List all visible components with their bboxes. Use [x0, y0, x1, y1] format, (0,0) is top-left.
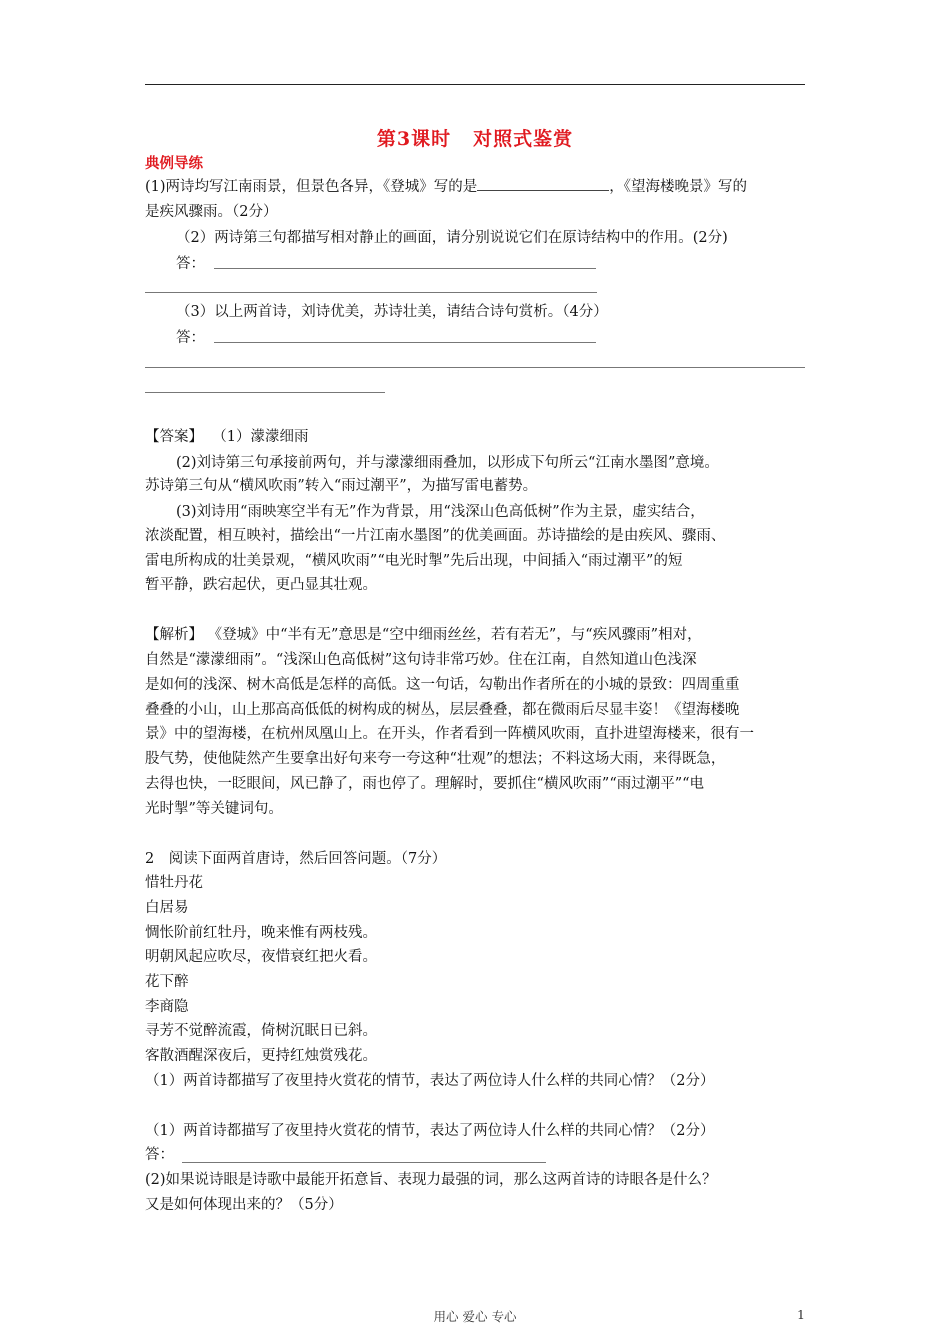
answer-3-line-1: (3)刘诗用“雨映寒空半有无”作为背景，用“浅深山色高低树”作为主景，虚实结合，	[176, 504, 705, 520]
answer-label: 【答案】	[145, 429, 203, 445]
answer-3-line-3: 雷电所构成的壮美景观，“横风吹雨”“电光时掣”先后出现，中间插入“雨过潮平”的短	[145, 553, 683, 569]
analysis-label: 【解析】	[145, 627, 203, 643]
analysis-line-7: 去得也快，一眨眼间，风已静了，雨也停了。理解时，要抓住“横风吹雨”“雨过潮平”“电	[145, 776, 705, 792]
analysis-line-1: 【解析】 《登城》中“半有无”意思是“空中细雨丝丝，若有若无”，与“疾风骤雨”相对，	[145, 627, 702, 643]
sub-question-1-a: （1）两首诗都描写了夜里持火赏花的情节，表达了两位诗人什么样的共同心情？（2分）	[145, 1073, 715, 1089]
sub-question-1-b: （1）两首诗都描写了夜里持火赏花的情节，表达了两位诗人什么样的共同心情？（2分）	[145, 1123, 715, 1139]
poem-1-author: 白居易	[145, 900, 189, 916]
question-1-line-2: 是疾风骤雨。（2分）	[145, 204, 278, 220]
blank-1[interactable]	[477, 176, 609, 191]
sub-question-2-line-1: (2)如果说诗眼是诗歌中最能开拓意旨、表现力最强的词，那么这两首诗的诗眼各是什么？	[145, 1172, 717, 1188]
answer-label-q2: 答：	[176, 256, 205, 272]
header-rule	[145, 84, 805, 85]
answer-1: 【答案】 （1）濛濛细雨	[145, 429, 309, 445]
page-number: 1	[797, 1307, 805, 1322]
section-heading: 典例导练	[145, 155, 203, 172]
answer-label-p2: 答：	[145, 1147, 174, 1163]
poem-1-title: 惜牡丹花	[145, 875, 203, 891]
page-footer: 用心 爱心 专心	[433, 1309, 517, 1324]
answer-line-p2[interactable]	[182, 1162, 546, 1163]
poem-2-line-1: 寻芳不觉醉流霞，倚树沉眠日已斜。	[145, 1023, 377, 1039]
answer-3-line-2: 浓淡配置，相互映衬，描绘出“一片江南水墨图”的优美画面。苏诗描绘的是由疾风、骤雨、	[145, 528, 726, 544]
question-2-heading: 2 阅读下面两首唐诗，然后回答问题。（7分）	[145, 851, 447, 867]
analysis-line-4: 叠叠的小山，山上那高高低低的树构成的树丛，层层叠叠，都在微雨后尽显丰姿！《望海楼晚	[145, 702, 740, 718]
answer-line-q2-2[interactable]	[145, 292, 597, 293]
title-lesson: 第3课时	[376, 128, 452, 150]
answer-line-q3-2[interactable]	[145, 367, 805, 368]
answer-label-q3: 答：	[176, 330, 205, 346]
poem-1-line-2: 明朝风起应吹尽，夜惜衰红把火看。	[145, 949, 377, 965]
answer-line-q3-1[interactable]	[214, 342, 596, 343]
poem-2-title: 花下醉	[145, 974, 189, 990]
question-1-line-1: (1)两诗均写江南雨景，但景色各异，《登城》写的是 ，《望海楼晚景》写的	[145, 176, 747, 197]
analysis-line-2: 自然是“濛濛细雨”。“浅深山色高低树”这句诗非常巧妙。住在江南，自然知道山色浅深	[145, 652, 697, 668]
answer-line-q2-1[interactable]	[214, 268, 596, 269]
answer-3-line-4: 暂平静，跌宕起伏，更凸显其壮观。	[145, 577, 377, 593]
poem-1-line-1: 惆怅阶前红牡丹，晚来惟有两枝残。	[145, 925, 377, 941]
analysis-line-8: 光时掣”等关键词句。	[145, 801, 283, 817]
poem-2-author: 李商隐	[145, 999, 189, 1015]
answer-2-line-1: (2)刘诗第三句承接前两句，并与濛濛细雨叠加，以形成下句所云“江南水墨图”意境。	[176, 455, 719, 471]
answer-line-q3-3[interactable]	[145, 392, 385, 393]
poem-2-line-2: 客散酒醒深夜后，更持红烛赏残花。	[145, 1048, 377, 1064]
question-3: （3）以上两首诗，刘诗优美，苏诗壮美，请结合诗句赏析。（4分）	[176, 304, 608, 320]
title-topic: 对照式鉴赏	[473, 128, 574, 150]
answer-2-line-2: 苏诗第三句从“横风吹雨”转入“雨过潮平”，为描写雷电蓄势。	[145, 478, 538, 494]
question-2: （2）两诗第三句都描写相对静止的画面，请分别说说它们在原诗结构中的作用。(2分)	[176, 230, 728, 246]
sub-question-2-line-2: 又是如何体现出来的？（5分）	[145, 1197, 343, 1213]
analysis-line-5: 景》中的望海楼，在杭州凤凰山上。在开头，作者看到一阵横风吹雨，直扑进望海楼来，很有一	[145, 726, 754, 742]
analysis-line-3: 是如何的浅深、树木高低是怎样的高低。这一句话，勾勒出作者所在的小城的景致：四周重重	[145, 677, 740, 693]
page-title	[0, 124, 950, 151]
analysis-line-6: 股气势，使他陡然产生要拿出好句来夸一夸这种“壮观”的想法；不料这场大雨，来得既急，	[145, 751, 726, 767]
